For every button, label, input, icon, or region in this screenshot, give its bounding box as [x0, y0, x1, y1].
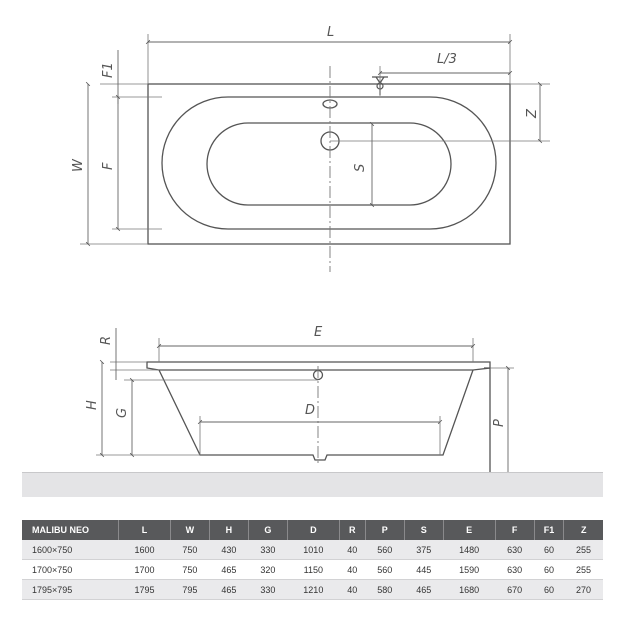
dimension-Z-label: Z [525, 109, 540, 118]
header-G: G [248, 520, 287, 540]
table-cell: 1010 [287, 540, 339, 560]
table-cell: 1590 [443, 560, 495, 580]
table-cell: 60 [534, 580, 564, 600]
tub-bottom-outline [207, 123, 451, 205]
apron-panel-line [484, 368, 490, 474]
dimension-D-label: D [305, 403, 316, 418]
table-cell: 750 [170, 560, 209, 580]
top-view [71, 25, 550, 272]
table-cell: 430 [209, 540, 248, 560]
header-D: D [287, 520, 339, 540]
table-cell: 60 [534, 540, 564, 560]
cell-model: 1795×795 [22, 580, 119, 600]
dimension-F-label: F [101, 162, 116, 170]
table-cell: 560 [365, 560, 404, 580]
table-cell: 630 [495, 540, 534, 560]
table-cell: 795 [170, 580, 209, 600]
dimension-P-label: P [492, 419, 507, 427]
table-cell: 255 [564, 540, 603, 560]
table-cell: 270 [564, 580, 603, 600]
table-row [22, 540, 603, 560]
table-cell: 255 [564, 560, 603, 580]
table-cell: 40 [339, 580, 365, 600]
header-Z: Z [564, 520, 603, 540]
tub-rim-profile [147, 362, 490, 370]
dimension-W-label: W [71, 159, 86, 172]
header-H: H [209, 520, 248, 540]
dimension-L-label: L [327, 25, 335, 40]
table-cell: 580 [365, 580, 404, 600]
table-cell: 375 [404, 540, 443, 560]
table-cell: 1700 [119, 560, 171, 580]
table-cell: 1795 [119, 580, 171, 600]
table-row [22, 580, 603, 600]
table-cell: 445 [404, 560, 443, 580]
table-cell: 320 [248, 560, 287, 580]
side-view [85, 325, 514, 474]
table-cell: 750 [170, 540, 209, 560]
header-L: L [119, 520, 171, 540]
cell-model: 1700×750 [22, 560, 119, 580]
header-S: S [404, 520, 443, 540]
dimension-S-label: S [353, 163, 368, 172]
table-cell: 330 [248, 540, 287, 560]
header-E: E [443, 520, 495, 540]
header-R: R [339, 520, 365, 540]
dimension-E-label: E [314, 325, 323, 340]
header-model: MALIBU NEO [22, 520, 119, 540]
table-cell: 465 [209, 560, 248, 580]
floor-line [22, 472, 603, 497]
header-F1: F1 [534, 520, 564, 540]
dimension-G-label: G [115, 407, 130, 418]
table-cell: 560 [365, 540, 404, 560]
table-cell: 60 [534, 560, 564, 580]
table-cell: 1480 [443, 540, 495, 560]
table-cell: 40 [339, 560, 365, 580]
header-P: P [365, 520, 404, 540]
table-cell: 1150 [287, 560, 339, 580]
tub-inner-basin-rim [162, 97, 496, 229]
table-cell: 670 [495, 580, 534, 600]
cell-model: 1600×750 [22, 540, 119, 560]
tub-body-profile [159, 370, 473, 460]
table-header-row [22, 520, 603, 540]
table-cell: 465 [209, 580, 248, 600]
header-W: W [170, 520, 209, 540]
dimension-F1-label: F1 [101, 62, 116, 78]
table-cell: 330 [248, 580, 287, 600]
table-cell: 1600 [119, 540, 171, 560]
table-row [22, 560, 603, 580]
dimension-L3-label: L/3 [437, 52, 457, 67]
table-cell: 630 [495, 560, 534, 580]
table-cell: 465 [404, 580, 443, 600]
header-F: F [495, 520, 534, 540]
dimensions-table [22, 520, 603, 600]
table-cell: 1680 [443, 580, 495, 600]
table-cell: 1210 [287, 580, 339, 600]
dimension-H-label: H [85, 400, 100, 410]
table-cell: 40 [339, 540, 365, 560]
dimension-R-label: R [99, 335, 114, 345]
